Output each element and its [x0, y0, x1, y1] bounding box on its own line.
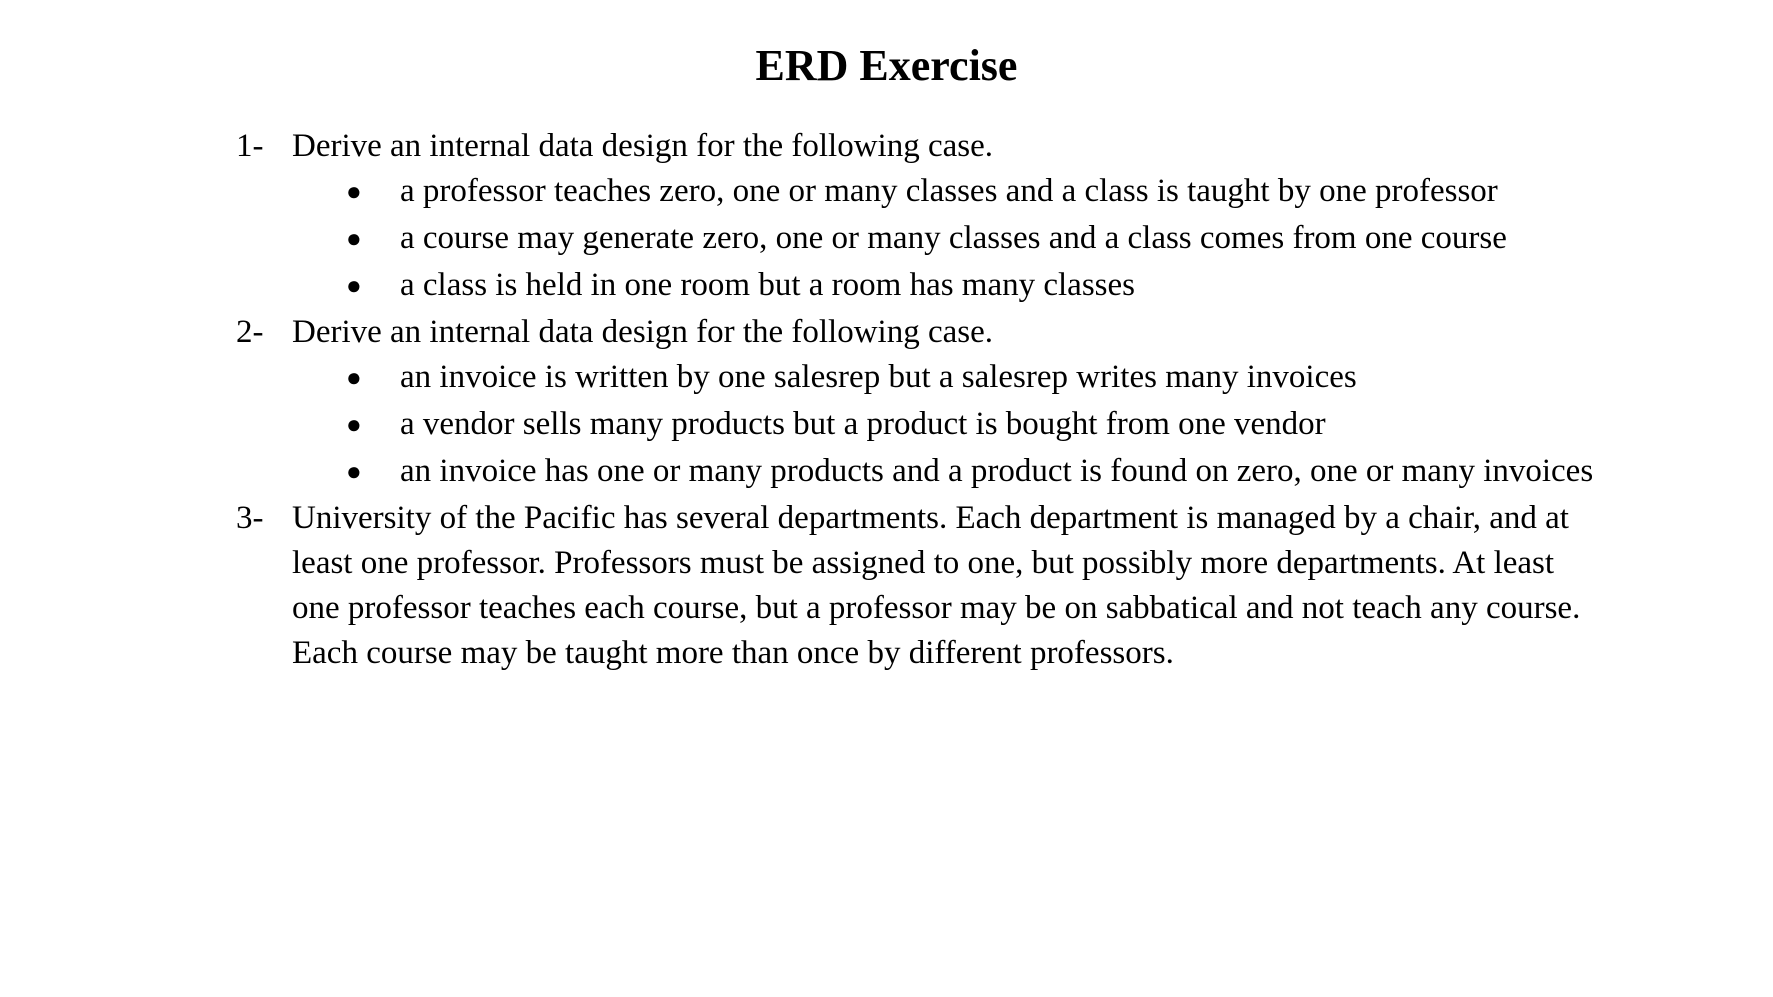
bullet-item [292, 402, 1596, 447]
bullet-list [292, 169, 1596, 308]
bullet-text: a professor teaches zero, one or many classes and a class is taught by one professor [400, 173, 1498, 209]
exercise-text: Derive an internal data design for the following case. [292, 314, 993, 350]
bullet-text: an invoice has one or many products and a product is found on zero, one or many invoices [400, 453, 1594, 489]
bullet-item [292, 355, 1596, 400]
exercise-number: 2- [236, 314, 264, 350]
bullet-item [292, 449, 1596, 494]
exercise-item-2 [236, 310, 1596, 494]
bullet-icon: ● [346, 224, 362, 253]
bullet-item [292, 263, 1596, 308]
bullet-icon: ● [346, 271, 362, 300]
page-title: ERD Exercise [755, 41, 1018, 90]
exercise-item-1 [236, 124, 1596, 308]
bullet-list [292, 355, 1596, 494]
bullet-text: a class is held in one room but a room has many classes [400, 267, 1136, 303]
exercise-item-3 [236, 496, 1596, 676]
exercise-text: University of the Pacific has several departments. Each department is managed by a chair, and at least one professor. Professors must be assigned to one, but possibly more departments. At least one professor teaches each course, but a professor may be on sabbatical and not teach any course. Each course may be taught more than once by different professors. [292, 500, 1581, 671]
bullet-icon: ● [346, 410, 362, 439]
bullet-text: a vendor sells many products but a product is bought from one vendor [400, 406, 1326, 442]
exercise-number: 1- [236, 128, 264, 164]
bullet-icon: ● [346, 363, 362, 392]
bullet-icon: ● [346, 457, 362, 486]
exercise-list [236, 124, 1596, 676]
bullet-item [292, 169, 1596, 214]
bullet-item [292, 216, 1596, 261]
exercise-number: 3- [236, 500, 264, 536]
bullet-icon: ● [346, 177, 362, 206]
bullet-text: a course may generate zero, one or many classes and a class comes from one course [400, 220, 1507, 256]
bullet-text: an invoice is written by one salesrep but a salesrep writes many invoices [400, 359, 1357, 395]
exercise-text: Derive an internal data design for the following case. [292, 128, 993, 164]
